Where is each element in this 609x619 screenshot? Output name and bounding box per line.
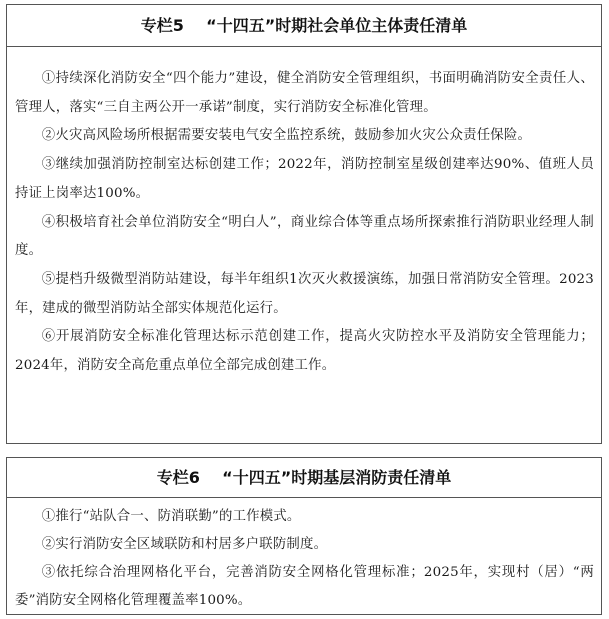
panel-6-body bbox=[7, 498, 601, 615]
responsibility-panel-5 bbox=[6, 4, 602, 444]
panel-5-item-5: ⑤提档升级微型消防站建设，每半年组织1次灭火救援演练，加强日常消防安全管理。2023年，建成的微型消防站全部实体规范化运行。 bbox=[15, 271, 594, 316]
panel-6-item-1: ①推行“站队合一、防消联勤”的工作模式。 bbox=[41, 509, 301, 524]
panel-5-item-6: ⑥开展消防安全标准化管理达标示范创建工作，提高火灾防控水平及消防安全管理能力；2024年，消防安全高危重点单位全部完成创建工作。 bbox=[15, 329, 594, 374]
panel-5-item-4: ④积极培育社会单位消防安全“明白人”，商业综合体等重点场所探索推行消防职业经理人制度。 bbox=[15, 214, 594, 259]
panel-6-title: 专栏6 “十四五”时期基层消防责任清单 bbox=[7, 458, 601, 498]
panel-6-item-2: ②实行消防安全区域联防和村居多户联防制度。 bbox=[41, 537, 328, 552]
panel-5-item-2: ②火灾高风险场所根据需要安装电气安全监控系统，鼓励参加火灾公众责任保险。 bbox=[41, 128, 532, 144]
panel-5-item-3: ③继续加强消防控制室达标创建工作；2022年，消防控制室星级创建率达90%、值班人员持证上岗率达100%。 bbox=[15, 157, 594, 201]
responsibility-panel-6 bbox=[6, 457, 602, 615]
panel-6-item-3: ③依托综合治理网格化平台，完善消防安全网格化管理标准；2025年，实现村（居）“两委”消防安全网格化管理覆盖率100%。 bbox=[15, 565, 594, 608]
panel-5-body bbox=[7, 47, 601, 381]
panel-5-item-1: ①持续深化消防安全“四个能力”建设，健全消防安全管理组织，书面明确消防安全责任人、管理人，落实“三自主两公开一承诺”制度，实行消防安全标准化管理。 bbox=[15, 71, 594, 115]
panel-5-title: 专栏5 “十四五”时期社会单位主体责任清单 bbox=[7, 5, 601, 47]
